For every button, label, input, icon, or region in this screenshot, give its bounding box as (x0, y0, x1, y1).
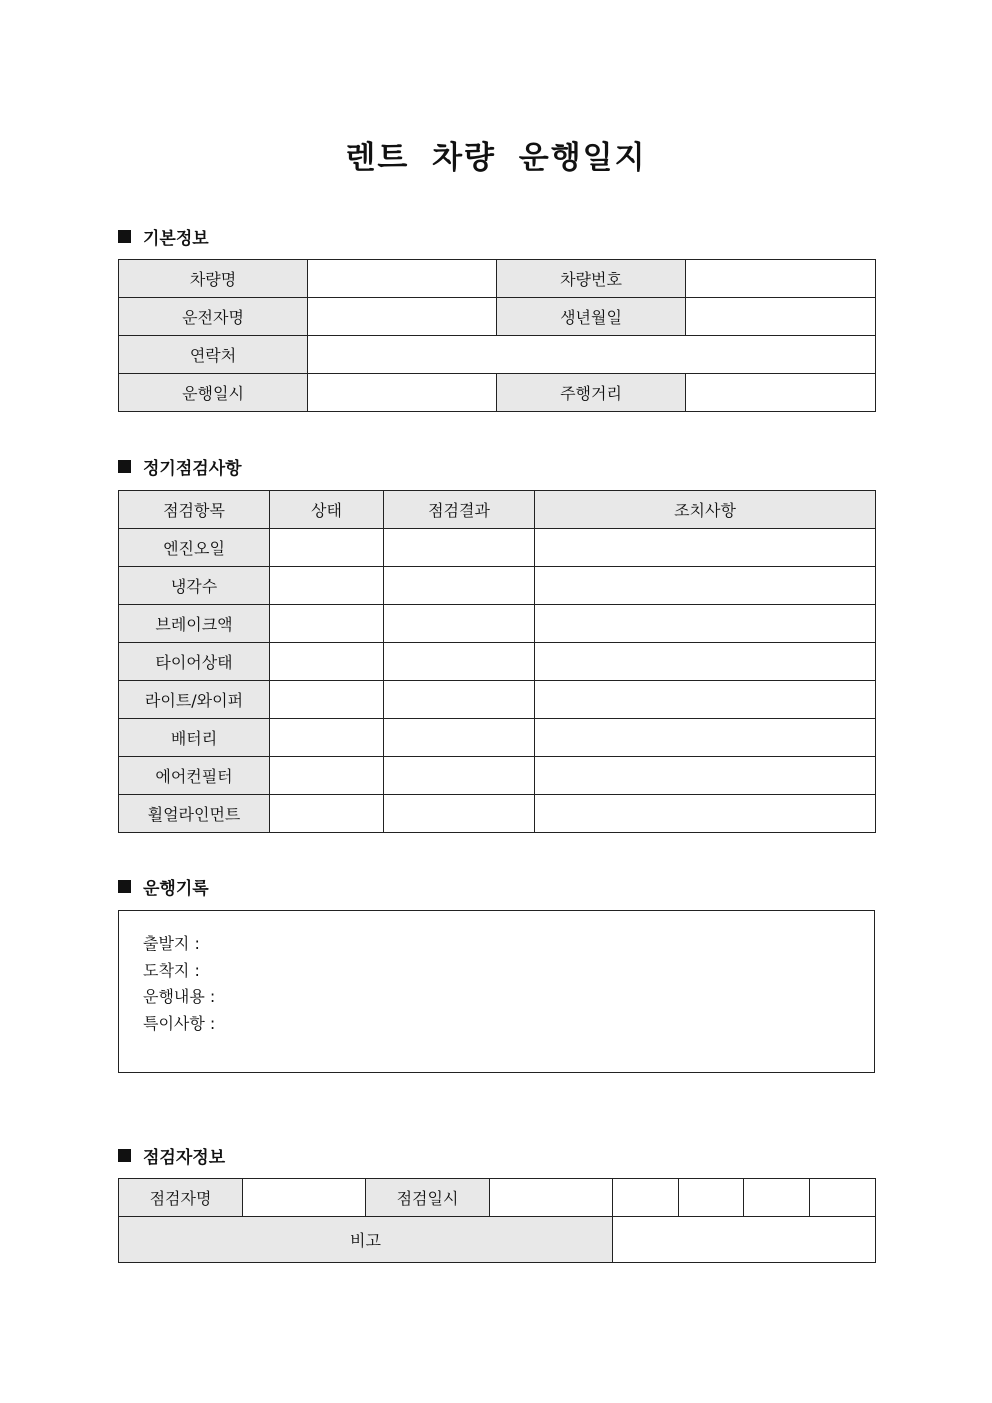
mileage-field[interactable] (686, 374, 876, 412)
page-title: 렌트 차량 운행일지 (345, 140, 647, 176)
square-bullet-icon (118, 460, 131, 473)
table-row (119, 529, 876, 567)
status-cell[interactable] (270, 757, 384, 795)
action-cell[interactable] (535, 681, 876, 719)
action-cell[interactable] (535, 529, 876, 567)
table-row (119, 260, 876, 298)
vehicle-name-label: 차량명 (119, 260, 308, 298)
inspection-checklist-table (118, 490, 876, 833)
result-cell[interactable] (384, 643, 535, 681)
drive-log-box[interactable] (118, 910, 875, 1073)
birth-date-field[interactable] (686, 298, 876, 336)
column-header: 점검결과 (384, 491, 535, 529)
section-basic-label: 기본정보 (143, 229, 209, 249)
vehicle-name-field[interactable] (308, 260, 497, 298)
drive-details-line: 운행내용 : (143, 987, 216, 1006)
action-cell[interactable] (535, 757, 876, 795)
check-item-label: 라이트/와이퍼 (119, 681, 270, 719)
driver-name-label: 운전자명 (119, 298, 308, 336)
drive-datetime-field[interactable] (308, 374, 497, 412)
table-row (119, 795, 876, 833)
signature-cell[interactable] (744, 1179, 810, 1217)
section-log-label: 운행기록 (143, 879, 209, 899)
contact-label: 연락처 (119, 336, 308, 374)
signature-cell[interactable] (613, 1179, 679, 1217)
table-row (119, 605, 876, 643)
drive-datetime-label: 운행일시 (119, 374, 308, 412)
table-row (119, 567, 876, 605)
check-item-label: 휠얼라인먼트 (119, 795, 270, 833)
drive-log-lines (143, 931, 215, 1037)
inspection-datetime-field[interactable] (490, 1179, 613, 1217)
action-cell[interactable] (535, 605, 876, 643)
remarks-field[interactable] (613, 1217, 876, 1263)
status-cell[interactable] (270, 719, 384, 757)
table-row (119, 1217, 876, 1263)
status-cell[interactable] (270, 681, 384, 719)
arrival-line: 도착지 : (143, 960, 200, 980)
column-header: 조치사항 (535, 491, 876, 529)
inspector-info-table (118, 1178, 876, 1263)
column-header: 상태 (270, 491, 384, 529)
table-header-row (119, 491, 876, 529)
table-row (119, 757, 876, 795)
status-cell[interactable] (270, 643, 384, 681)
section-basic-heading (118, 224, 209, 249)
check-item-label: 타이어상태 (119, 643, 270, 681)
table-row (119, 719, 876, 757)
inspection-datetime-label: 점검일시 (366, 1179, 490, 1217)
vehicle-number-label: 차량번호 (497, 260, 686, 298)
check-item-label: 냉각수 (119, 567, 270, 605)
status-cell[interactable] (270, 605, 384, 643)
table-row (119, 336, 876, 374)
section-inspector-label: 점검자정보 (143, 1148, 226, 1168)
status-cell[interactable] (270, 529, 384, 567)
signature-cell[interactable] (679, 1179, 744, 1217)
action-cell[interactable] (535, 795, 876, 833)
table-row (119, 374, 876, 412)
remarks-line: 특이사항 : (143, 1013, 216, 1033)
section-log-heading (118, 874, 209, 899)
check-item-label: 배터리 (119, 719, 270, 757)
check-item-label: 에어컨필터 (119, 757, 270, 795)
table-row (119, 643, 876, 681)
section-check-heading (118, 454, 242, 479)
driver-name-field[interactable] (308, 298, 497, 336)
table-row (119, 298, 876, 336)
result-cell[interactable] (384, 605, 535, 643)
square-bullet-icon (118, 880, 131, 893)
action-cell[interactable] (535, 567, 876, 605)
result-cell[interactable] (384, 567, 535, 605)
inspector-name-label: 점검자명 (119, 1179, 243, 1217)
status-cell[interactable] (270, 795, 384, 833)
result-cell[interactable] (384, 719, 535, 757)
contact-field[interactable] (308, 336, 876, 374)
basic-info-table (118, 259, 876, 412)
vehicle-number-field[interactable] (686, 260, 876, 298)
section-check-label: 정기점검사항 (143, 459, 242, 479)
result-cell[interactable] (384, 795, 535, 833)
status-cell[interactable] (270, 567, 384, 605)
result-cell[interactable] (384, 681, 535, 719)
result-cell[interactable] (384, 757, 535, 795)
square-bullet-icon (118, 1149, 131, 1162)
check-item-label: 엔진오일 (119, 529, 270, 567)
square-bullet-icon (118, 230, 131, 243)
section-inspector-heading (118, 1143, 225, 1168)
mileage-label: 주행거리 (497, 374, 686, 412)
signature-cell[interactable] (810, 1179, 876, 1217)
table-row (119, 681, 876, 719)
result-cell[interactable] (384, 529, 535, 567)
birth-date-label: 생년월일 (497, 298, 686, 336)
departure-line: 출발지 : (143, 934, 200, 953)
check-item-label: 브레이크액 (119, 605, 270, 643)
table-row (119, 1179, 876, 1217)
inspector-name-field[interactable] (243, 1179, 366, 1217)
column-header: 점검항목 (119, 491, 270, 529)
action-cell[interactable] (535, 719, 876, 757)
remarks-label: 비고 (119, 1217, 613, 1263)
action-cell[interactable] (535, 643, 876, 681)
